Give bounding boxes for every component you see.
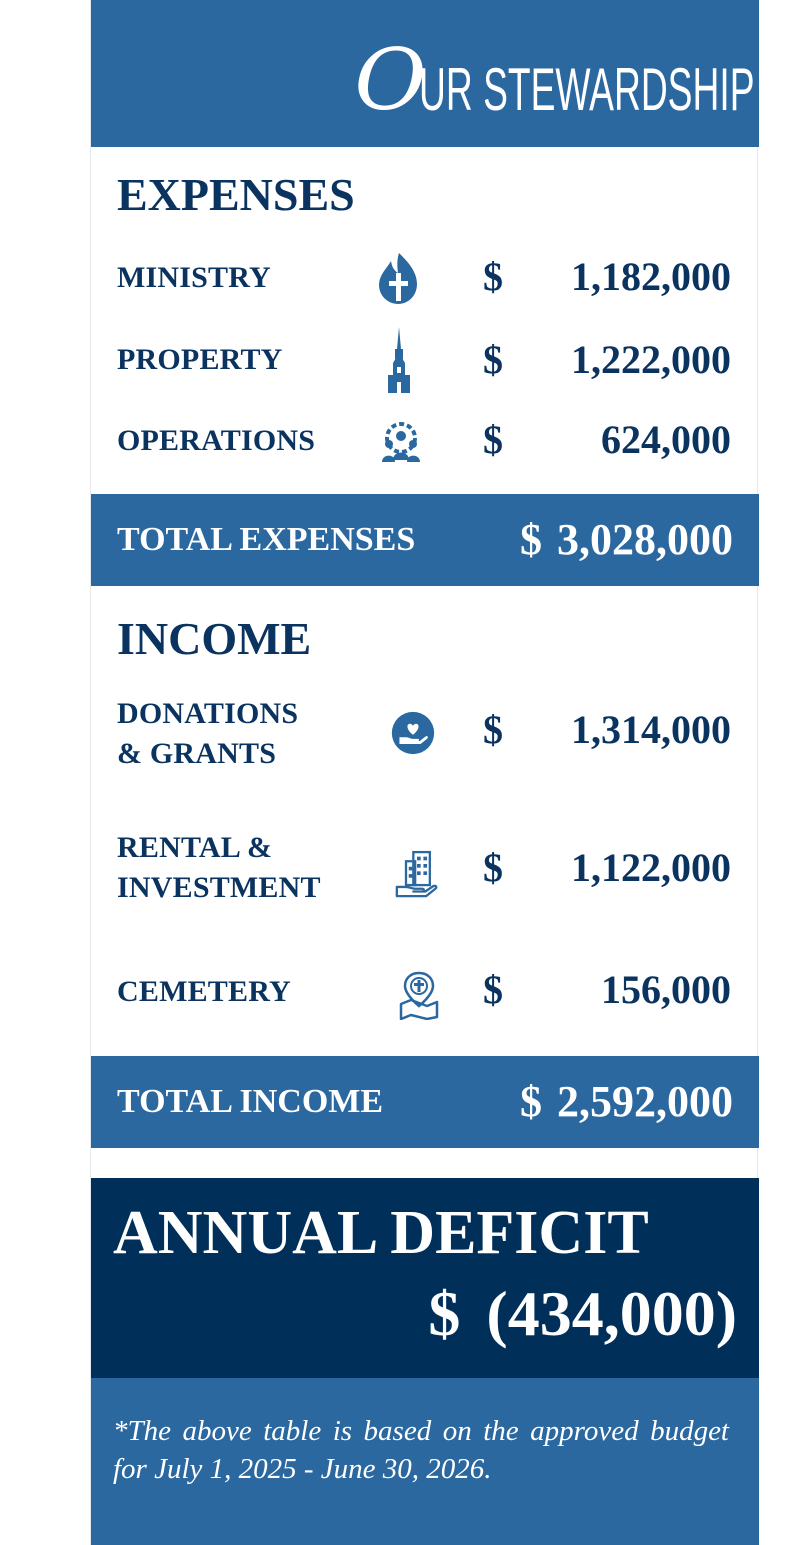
income-currency-cemetery: $ [483, 967, 503, 1012]
income-label-donations-line1: DONATIONS [117, 697, 299, 730]
expense-amount-ministry: 1,182,000 [571, 254, 731, 299]
total-expenses-band [91, 494, 759, 586]
expense-currency-property: $ [483, 337, 503, 382]
income-currency-donations: $ [483, 707, 503, 752]
stewardship-card [90, 0, 758, 1545]
total-expenses-label: TOTAL EXPENSES [117, 521, 416, 558]
expense-currency-ministry: $ [483, 254, 503, 299]
expense-amount-operations: 624,000 [601, 417, 731, 462]
income-amount-rental: 1,122,000 [571, 845, 731, 890]
expense-label-operations: OPERATIONS [117, 424, 316, 457]
total-income-band [91, 1056, 759, 1148]
income-amount-donations: 1,314,000 [571, 707, 731, 752]
church-steeple-icon [377, 326, 421, 394]
annual-deficit-value: $ (434,000) [428, 1278, 737, 1349]
title-initial: O [354, 31, 427, 129]
total-income-label: TOTAL INCOME [117, 1083, 384, 1120]
header-banner [91, 0, 759, 147]
income-label-rental-line1: RENTAL & [117, 831, 273, 864]
heart-hand-icon [391, 703, 435, 763]
income-label-cemetery: CEMETERY [117, 975, 291, 1008]
total-expenses-value: $ 3,028,000 [520, 515, 733, 564]
footnote-panel [91, 1378, 759, 1545]
expense-label-ministry: MINISTRY [117, 261, 271, 294]
income-label-rental [117, 828, 321, 908]
annual-deficit-panel [91, 1178, 759, 1378]
expense-label-property: PROPERTY [117, 343, 283, 376]
income-label-rental-line2: INVESTMENT [117, 871, 321, 904]
total-income-value: $ 2,592,000 [520, 1077, 733, 1126]
income-currency-rental: $ [483, 845, 503, 890]
income-label-donations-line2: & GRANTS [117, 737, 277, 770]
income-label-donations [117, 694, 298, 774]
footnote-text: *The above table is based on the approved budget for July 1, 2025 - June 30, 2026. [113, 1415, 729, 1485]
expenses-heading: EXPENSES [117, 169, 355, 220]
team-gear-icon [379, 412, 423, 472]
page-title [354, 22, 755, 129]
income-amount-cemetery: 156,000 [601, 967, 731, 1012]
title-rest: UR STEWARDSHIP [418, 56, 755, 123]
map-pin-cross-icon [397, 965, 441, 1025]
building-hand-icon [395, 845, 439, 905]
flame-cross-icon [376, 248, 420, 308]
annual-deficit-label: ANNUAL DEFICIT [113, 1199, 649, 1267]
expense-amount-property: 1,222,000 [571, 337, 731, 382]
income-heading: INCOME [117, 613, 312, 664]
expense-currency-operations: $ [483, 417, 503, 462]
